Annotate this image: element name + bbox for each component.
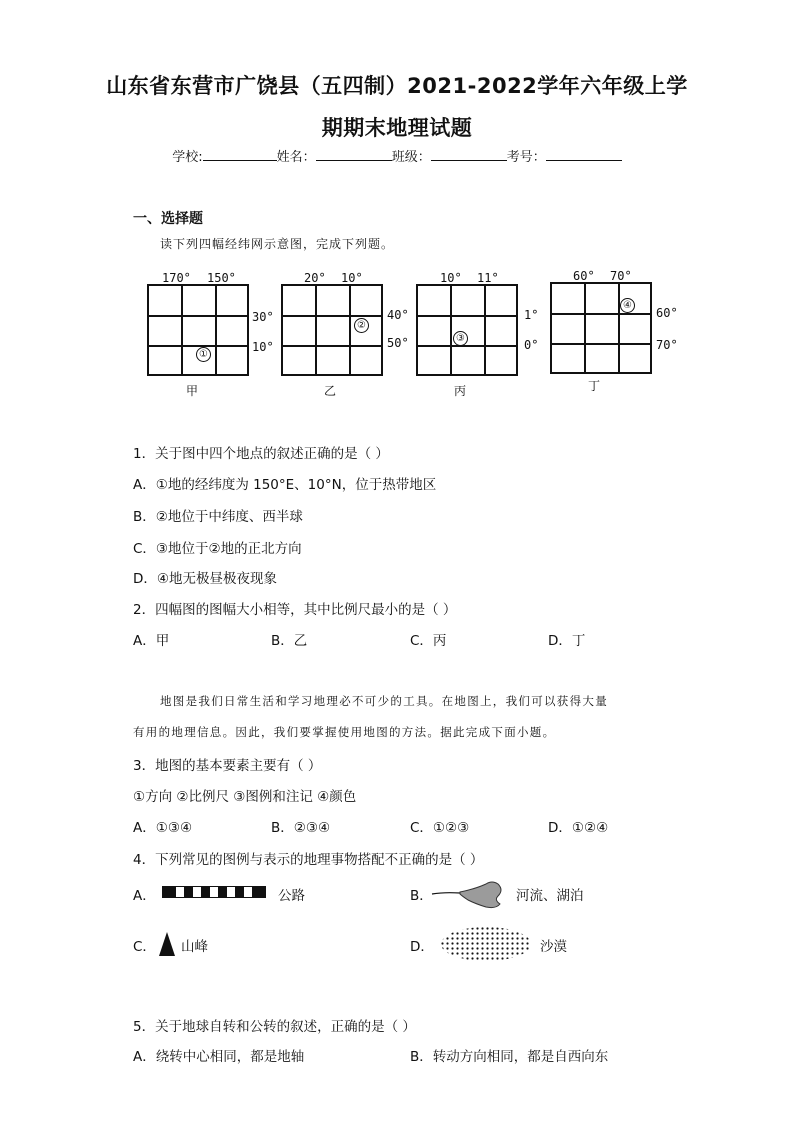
figure-ding-top-label-1: 60°: [573, 269, 595, 283]
passage-line-1: 地图是我们日常生活和学习地理必不可少的工具。在地图上，我们可以获得大量: [160, 694, 608, 708]
figure-yi-side-label-1: 40°: [387, 308, 409, 322]
section-heading: 一、选择题: [133, 211, 203, 227]
question-3-option-d[interactable]: D．①②④: [548, 820, 609, 836]
figure-jia-top-label-2: 150°: [207, 271, 236, 285]
passage-line-2: 有用的地理信息。因此，我们要掌握使用地图的方法。据此完成下面小题。: [133, 725, 556, 739]
question-3-option-b[interactable]: B．②③④: [271, 820, 331, 836]
question-4-option-d-text: 沙漠: [540, 939, 567, 955]
figure-ding-side-label-1: 60°: [656, 306, 678, 320]
figure-yi-grid: [281, 284, 383, 376]
question-2-option-b[interactable]: B．乙: [271, 633, 308, 649]
figure-yi-top-label-2: 10°: [341, 271, 363, 285]
exam-title-line1: 山东省东营市广饶县（五四制）2021-2022学年六年级上学: [106, 74, 688, 98]
question-2-option-c[interactable]: C．丙: [410, 633, 447, 649]
class-label: 班级：: [391, 150, 431, 165]
figure-bing: [410, 268, 550, 398]
figure-ding-top-label-2: 70°: [610, 269, 632, 283]
school-label: 学校:: [172, 150, 203, 165]
question-4-option-b-text: 河流、湖泊: [516, 888, 584, 904]
figure-jia-caption: 甲: [186, 384, 199, 398]
marker-4: ④: [620, 298, 635, 313]
figure-jia: [140, 268, 280, 398]
question-3-items: ①方向 ②比例尺 ③图例和注记 ④颜色: [133, 789, 357, 805]
figure-jia-grid: [147, 284, 249, 376]
number-blank[interactable]: [546, 148, 622, 161]
class-blank[interactable]: [431, 148, 507, 161]
marker-1: ①: [196, 347, 211, 362]
question-2-option-d[interactable]: D．丁: [548, 633, 586, 649]
question-4-option-c-letter: C．: [133, 939, 156, 955]
question-5-stem: 5．关于地球自转和公转的叙述，正确的是（ ）: [133, 1019, 416, 1035]
question-1-option-c[interactable]: C．③地位于②地的正北方向: [133, 541, 302, 557]
school-blank[interactable]: [203, 148, 277, 161]
figure-jia-side-label-2: 10°: [252, 340, 274, 354]
figure-ding-side-label-2: 70°: [656, 338, 678, 352]
figure-ding-caption: 丁: [588, 379, 601, 393]
question-5-option-a[interactable]: A．绕转中心相同，都是地轴: [133, 1049, 305, 1065]
question-1-option-b[interactable]: B．②地位于中纬度、西半球: [133, 509, 303, 525]
question-4-option-c-text: 山峰: [181, 939, 208, 955]
figure-bing-top-label-1: 10°: [440, 271, 462, 285]
question-4-option-a[interactable]: [133, 884, 156, 904]
figure-bing-side-label-1: 1°: [524, 308, 539, 322]
figure-yi-top-label-1: 20°: [304, 271, 326, 285]
number-label: 考号：: [506, 150, 546, 165]
question-4-option-c[interactable]: [133, 935, 156, 955]
question-3-stem: 3．地图的基本要素主要有（ ）: [133, 758, 322, 774]
question-4-option-d[interactable]: [410, 935, 434, 955]
question-2-stem: 2．四幅图的图幅大小相等，其中比例尺最小的是（ ）: [133, 602, 457, 618]
question-3-option-a[interactable]: A．①③④: [133, 820, 193, 836]
question-3-option-c[interactable]: C．①②③: [410, 820, 470, 836]
question-5-option-b[interactable]: B．转动方向相同，都是自西向东: [410, 1049, 609, 1065]
exam-title-line2: 期期末地理试题: [321, 116, 473, 140]
question-2-option-a[interactable]: A．甲: [133, 633, 170, 649]
question-4-option-d-letter: D．: [410, 939, 434, 955]
section-intro: 读下列四幅经纬网示意图，完成下列题。: [160, 237, 395, 251]
mountain-peak-legend-icon: [158, 931, 176, 957]
figure-jia-side-label-1: 30°: [252, 310, 274, 324]
figure-yi-side-label-2: 50°: [387, 336, 409, 350]
figure-ding-grid: [550, 282, 652, 374]
figure-yi: [276, 268, 416, 398]
question-4-option-b-letter: B．: [410, 888, 433, 904]
river-lake-legend-icon: [430, 876, 510, 910]
road-legend-icon: [162, 886, 266, 898]
name-label: 姓名：: [276, 150, 316, 165]
question-4-option-a-text: 公路: [278, 888, 305, 904]
student-info-row: [0, 146, 794, 165]
question-1-option-a[interactable]: A．①地的经纬度为 150°E、10°N，位于热带地区: [133, 477, 437, 493]
question-1-option-d[interactable]: D．④地无极昼极夜现象: [133, 571, 277, 587]
figure-yi-caption: 乙: [324, 384, 337, 398]
desert-legend-icon: [440, 926, 532, 962]
figure-ding: [544, 266, 692, 396]
marker-2: ②: [354, 318, 369, 333]
name-blank[interactable]: [316, 148, 392, 161]
question-4-stem: 4．下列常见的图例与表示的地理事物搭配不正确的是（ ）: [133, 852, 484, 868]
figure-jia-top-label-1: 170°: [162, 271, 191, 285]
question-4-option-a-letter: A．: [133, 888, 156, 904]
figure-bing-caption: 丙: [454, 384, 467, 398]
figure-bing-top-label-2: 11°: [477, 271, 499, 285]
figure-bing-side-label-2: 0°: [524, 338, 539, 352]
figure-bing-grid: [416, 284, 518, 376]
marker-3: ③: [453, 331, 468, 346]
question-1-stem: 1．关于图中四个地点的叙述正确的是（ ）: [133, 446, 389, 462]
